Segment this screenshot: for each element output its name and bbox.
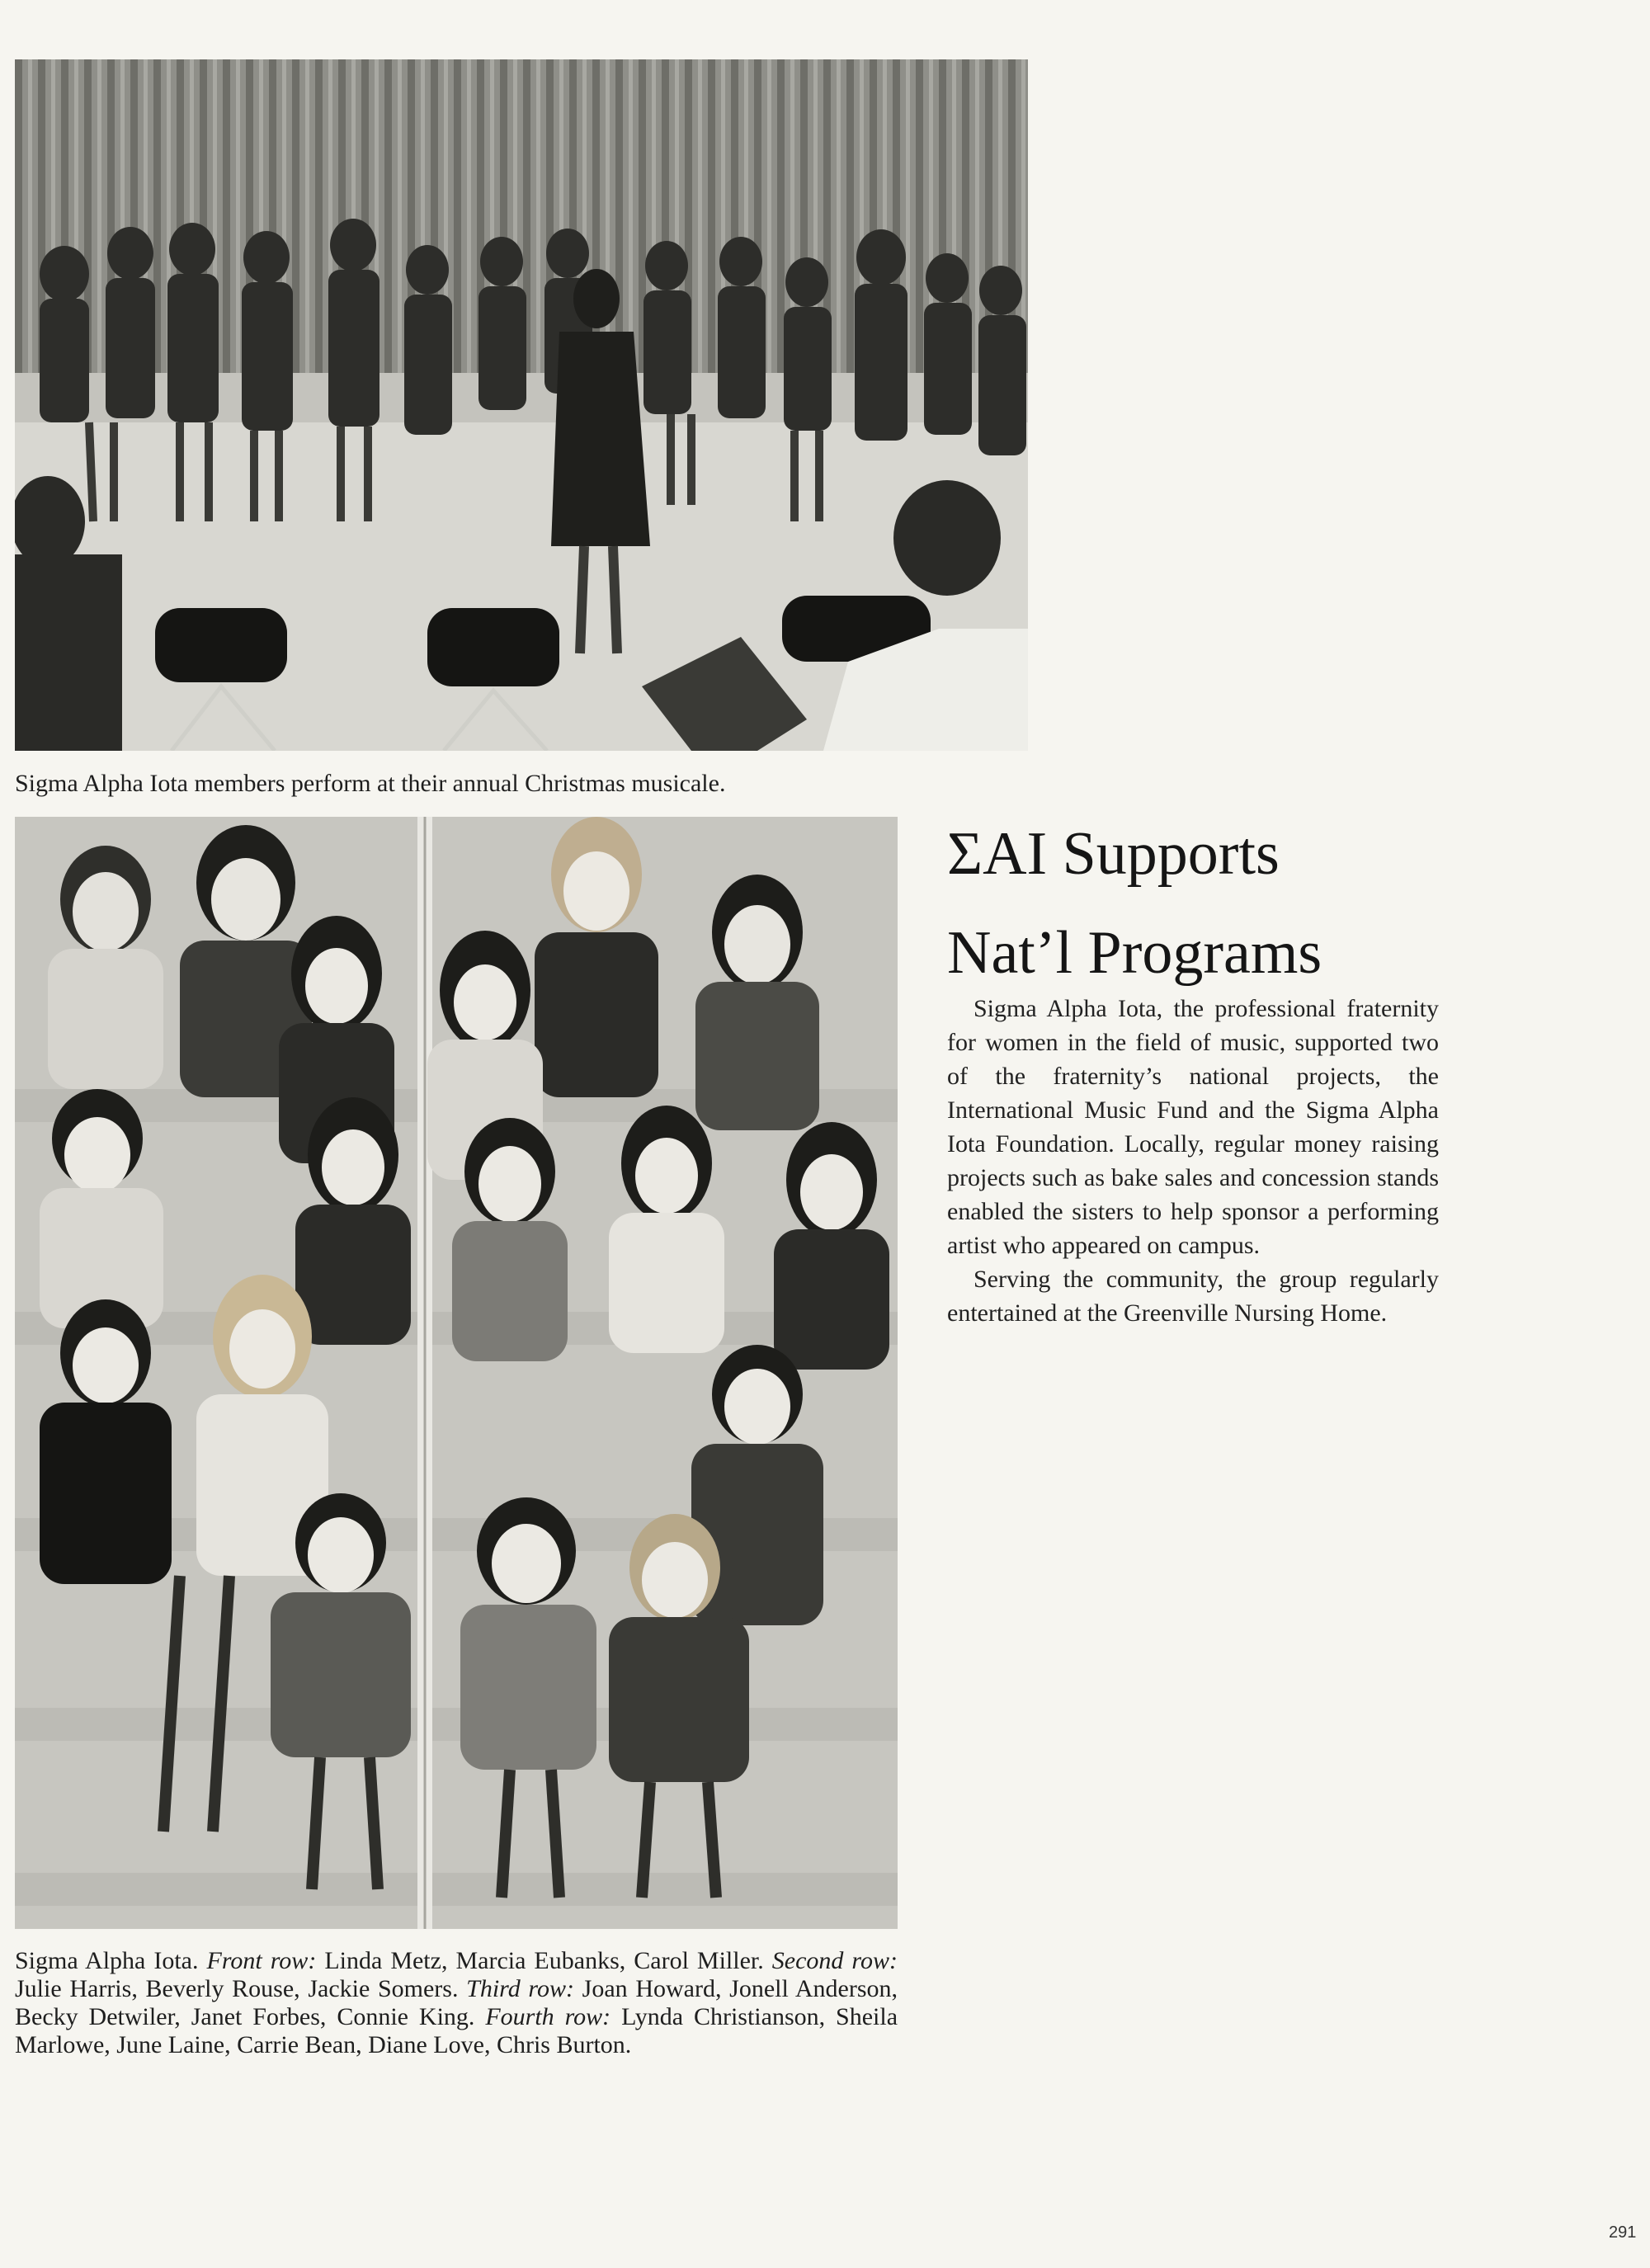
article-paragraph-1: Sigma Alpha Iota, the professional fraternity for women in the field of music, supported two of the fraternity’s national projects, the International Music Fund and the Sigma Alpha Iota Foundation. Locally, regular money raising projects such as bake sales and concession stands enabled the sisters to help sponsor a performing artist who appeared on campus.: [947, 995, 1439, 1259]
page-number: 291: [1609, 2223, 1637, 2242]
row-label-fourth: Fourth row:: [485, 2003, 611, 2030]
row-names-front: Linda Metz, Marcia Eubanks, Carol Miller.: [324, 1947, 764, 1974]
headline-line-1: ΣAI Supports: [947, 820, 1280, 888]
group-portrait-caption: [15, 1947, 898, 2059]
row-names-second: Julie Harris, Beverly Rouse, Jackie Somers.: [15, 1975, 459, 2002]
row-label-front: Front row:: [206, 1947, 317, 1974]
article-headline: [947, 804, 1492, 1002]
christmas-musicale-caption: Sigma Alpha Iota members perform at their annual Christmas musicale.: [15, 770, 726, 797]
headline-line-2: Nat’l Programs: [947, 919, 1322, 987]
christmas-musicale-photo: [15, 59, 1028, 751]
row-label-second: Second row:: [771, 1947, 898, 1974]
row-names-fourth: Lynda Christianson, Sheila Marlowe, June Laine, Carrie Bean, Diane Love, Chris Burton.: [15, 2003, 898, 2058]
musicale-photo-illustration: [15, 59, 1028, 751]
article-body: [947, 992, 1439, 1330]
article-paragraph-2: Serving the community, the group regularly entertained at the Greenville Nursing Home.: [947, 1266, 1439, 1327]
group-portrait-photo: [15, 817, 898, 1929]
group-portrait-illustration: [15, 817, 898, 1929]
row-names-third: Joan Howard, Jonell Anderson, Becky Detwiler, Janet Forbes, Connie King.: [15, 1975, 898, 2030]
row-label-third: Third row:: [466, 1975, 574, 2002]
caption-title: Sigma Alpha Iota.: [15, 1947, 199, 1974]
